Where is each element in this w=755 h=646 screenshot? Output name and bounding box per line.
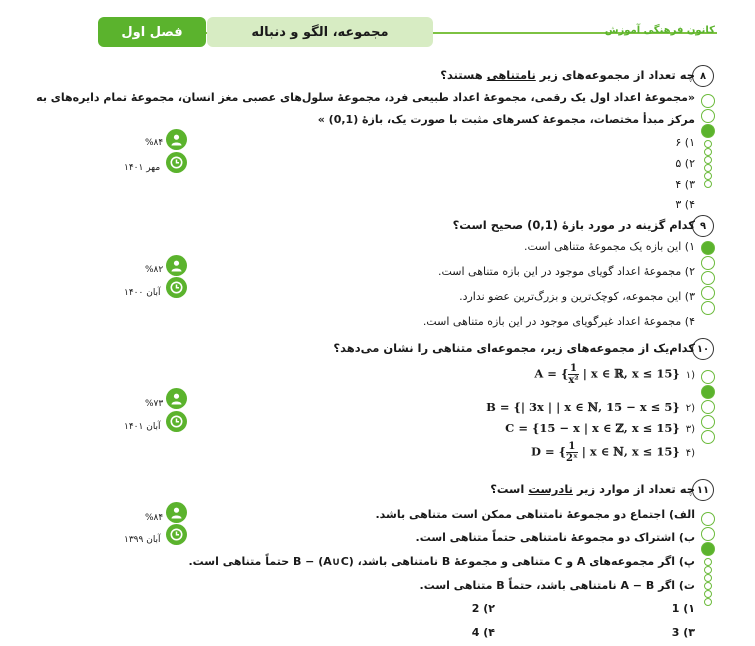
answer-bubble-selected[interactable] [701, 241, 715, 255]
question-11-percent: %۸۴ [145, 513, 164, 523]
question-9-option-4[interactable]: ۴) مجموعهٔ اعداد غیرگویای موجود در این بازه متناهی است. [422, 315, 695, 328]
question-number-9: ۹ [692, 215, 714, 237]
answer-bubble[interactable] [701, 256, 715, 270]
question-9-option-3[interactable]: ۳) این مجموعه، کوچک‌ترین و بزرگ‌ترین عضو ندارد. [459, 290, 695, 303]
answer-dot [704, 172, 712, 180]
answer-dot [704, 164, 712, 172]
clock-icon [166, 277, 187, 298]
answer-dot [704, 558, 712, 566]
question-10-percent: %۷۳ [145, 399, 164, 409]
question-9-date: آبان ۱۴۰۰ [124, 288, 161, 298]
answer-bubble[interactable] [701, 286, 715, 300]
question-9-title: کدام گزینه در مورد بازهٔ (0,1) صحیح است؟ [452, 218, 695, 232]
fraction: $\frac{1}{\text{2ˣ}}$ [566, 441, 578, 464]
question-8-title: چه تعداد از مجموعه‌های زیر نامتناهی هستند؟ [440, 68, 695, 82]
topic-tab[interactable]: مجموعه، الگو و دنباله [207, 17, 433, 47]
answer-bubble[interactable] [701, 94, 715, 108]
answer-dot [704, 156, 712, 164]
question-8-option-1[interactable]: ۱) ۶ [675, 136, 695, 149]
answer-bubble[interactable] [701, 109, 715, 123]
question-11-option-2[interactable]: ۲) 2 [471, 602, 495, 615]
question-9-percent: %۸۲ [145, 265, 164, 275]
question-10-option-1[interactable]: A = { $\frac{1}{\text{x²}}$ | x ∈ ℝ, x ≤ 15} ۱) [534, 363, 695, 386]
question-10-option-2[interactable]: B = {| 3x | | x ∈ ℕ, 15 − x ≤ 5} ۲) [486, 400, 695, 414]
question-10-title: کدام‌یک از مجموعه‌های زیر، مجموعه‌ای متناهی را نشان می‌دهد؟ [333, 341, 695, 355]
answer-dot [704, 574, 712, 582]
answer-bubble[interactable] [701, 512, 715, 526]
answer-dot [704, 180, 712, 188]
question-number-8: ۸ [692, 65, 714, 87]
user-icon [166, 129, 187, 150]
question-11-item-b: ب) اشتراک دو مجموعهٔ نامتناهی حتماً متناهی است. [415, 531, 695, 544]
question-11-item-a: الف) اجتماع دو مجموعهٔ نامتناهی ممکن است متناهی باشد. [375, 508, 695, 521]
question-number-11: ۱۱ [692, 479, 714, 501]
answer-dot [704, 148, 712, 156]
question-11-option-4[interactable]: ۴) 4 [471, 626, 495, 639]
question-9-option-2[interactable]: ۲) مجموعهٔ اعداد گویای موجود در این بازه متناهی است. [437, 265, 695, 278]
question-11-option-3[interactable]: ۳) 3 [671, 626, 695, 639]
question-8-percent: %۸۴ [145, 138, 164, 148]
question-number-10: ۱۰ [692, 338, 714, 360]
question-10-option-3[interactable]: C = {15 − x | x ∈ ℤ, x ≤ 15} ۳) [505, 421, 695, 435]
question-11-item-c: پ) اگر مجموعه‌های A و C متناهی و مجموعهٔ B نامتناهی باشد، (A∪C) − B حتماً متناهی است. [188, 555, 695, 568]
question-10-option-4[interactable]: D = { $\frac{1}{\text{2ˣ}}$ | x ∈ ℕ, x ≤ 15} ۴) [531, 441, 695, 464]
brand-label: کانون فرهنگی آموزش [604, 25, 715, 36]
question-10-date: آبان ۱۴۰۱ [124, 422, 161, 432]
chapter-tab[interactable]: فصل اول [98, 17, 206, 47]
answer-dot [704, 582, 712, 590]
question-8-option-2[interactable]: ۲) ۵ [675, 157, 695, 170]
answer-bubble[interactable] [701, 271, 715, 285]
question-11-date: آبان ۱۳۹۹ [124, 535, 161, 545]
clock-icon [166, 411, 187, 432]
question-8-text-line1: «مجموعهٔ اعداد اول یک رقمی، مجموعهٔ اعداد طبیعی فرد، مجموعهٔ سلول‌های عصبی مغز انسان، مجموعهٔ تمام دایره‌های به [36, 91, 695, 104]
question-9-option-1[interactable]: ۱) این بازه یک مجموعهٔ متناهی است. [524, 240, 695, 253]
question-8-option-3[interactable]: ۳) ۴ [675, 178, 695, 191]
user-icon [166, 502, 187, 523]
answer-bubble-selected[interactable] [701, 542, 715, 556]
question-11-item-d: ت) اگر A − B نامتناهی باشد، حتماً B متناهی است. [419, 579, 695, 592]
question-11-option-1[interactable]: ۱) 1 [671, 602, 695, 615]
answer-bubble-selected[interactable] [701, 124, 715, 138]
answer-bubble[interactable] [701, 301, 715, 315]
answer-dot [704, 566, 712, 574]
user-icon [166, 388, 187, 409]
user-icon [166, 255, 187, 276]
answer-bubble[interactable] [701, 400, 715, 414]
answer-bubble[interactable] [701, 370, 715, 384]
answer-bubble-selected[interactable] [701, 385, 715, 399]
clock-icon [166, 152, 187, 173]
answer-dot [704, 140, 712, 148]
clock-icon [166, 524, 187, 545]
question-8-date: مهر ۱۴۰۱ [124, 163, 161, 173]
answer-bubble[interactable] [701, 415, 715, 429]
answer-bubble[interactable] [701, 527, 715, 541]
fraction: $\frac{1}{\text{x²}}$ [568, 363, 579, 386]
question-8-text-line2: مرکز مبدأ مختصات، مجموعهٔ کسرهای مثبت با صورت یک، بازهٔ (0,1) » [317, 113, 695, 126]
answer-dot [704, 590, 712, 598]
answer-dot [704, 598, 712, 606]
question-8-option-4[interactable]: ۴) ۳ [675, 198, 695, 211]
answer-bubble[interactable] [701, 430, 715, 444]
question-11-title: چه تعداد از موارد زیر نادرست است؟ [490, 482, 695, 496]
